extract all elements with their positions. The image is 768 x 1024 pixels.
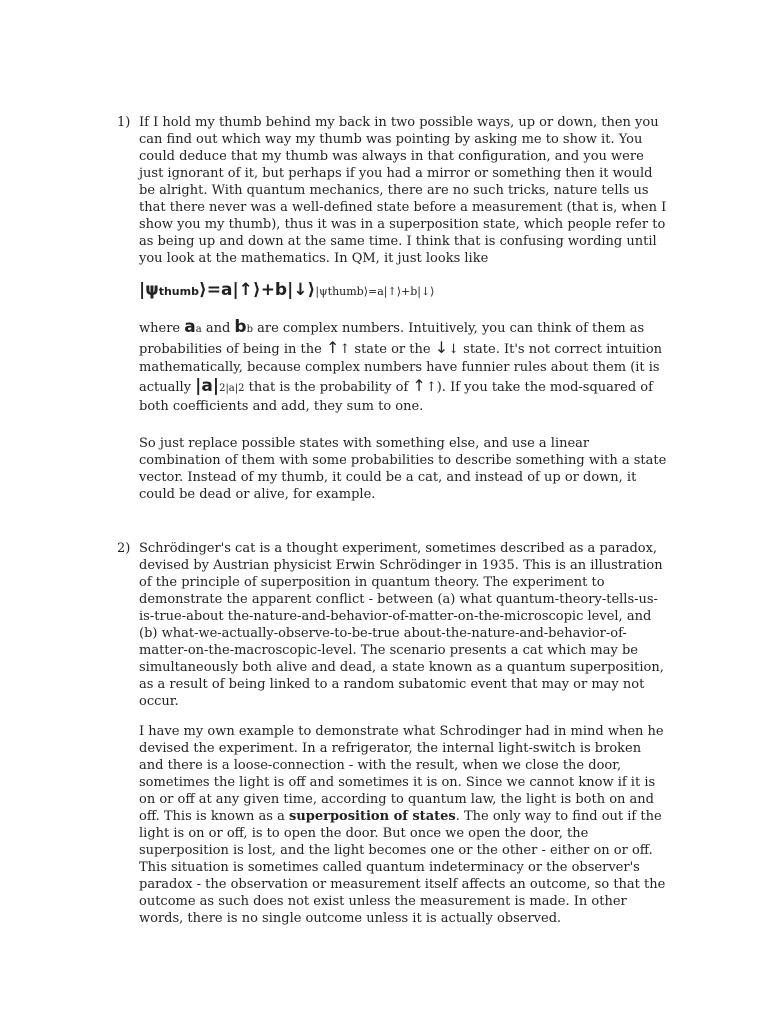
down-arrow-plain: ↓ xyxy=(448,342,460,357)
equation-plain: |ψthumb⟩=a|↑⟩+b|↓⟩ xyxy=(315,285,435,298)
list-number-1: 1) xyxy=(117,115,131,130)
equation-ket-open: |ψ xyxy=(139,280,159,300)
section2-schrodinger-paragraph: Schrödinger's cat is a thought experiment, sometimes described as a paradox, devised by Austrian physicist Erwin Schrödinger in 1935. This is an illustration of the principle of superposition in quantum theory. The experiment to demonstrate the apparent conflict - between (a) what quantum-theory-tells-us-is-true-about the-nature-and-behavior-of-matter-on-the-microscopic level, and (b) what-we-actually-observe-to-be-true about-the-nature-and-behavior-of-matter-on-the-macroscopic-level. The scenario presents a cat which may be simultaneously both alive and dead, a state known as a quantum superposition, as a result of being linked to a random subatomic event that may or may not occur. xyxy=(139,541,664,709)
p2-text-5: state. It's not correct intuition mathematically, because complex numbers have funnier rules about them (it is actually xyxy=(139,342,663,395)
symbol-a-plain: a xyxy=(195,324,202,335)
mod-a-plain: |a|2 xyxy=(225,383,245,394)
p2-text-2: and xyxy=(201,321,235,336)
up-arrow-plain: ↑ xyxy=(339,342,351,357)
symbol-b-plain: b xyxy=(246,324,253,335)
p2-text-4: state or the xyxy=(350,342,435,357)
section1-intro-paragraph: If I hold my thumb behind my back in two possible ways, up or down, then you can find out which way my thumb was pointing by asking me to show it. You could deduce that my thumb was always in that configuration, and you were just ignorant of it, but perhaps if you had a mirror or something then it would be alright. With quantum mechanics, there are no such tricks, nature tells us that there never was a well-defined state before a measurement (that is, when I show you my thumb), thus it was in a superposition state, which people refer to as being up and down at the same time. I think that is confusing wording until you look at the mathematics. In QM, it just looks like xyxy=(139,115,667,266)
down-arrow-icon: ↓ xyxy=(434,338,449,357)
up-arrow-icon-2: ↑ xyxy=(412,376,426,395)
p2-text-3: are complex numbers. Intuitively, you can think of them as probabilities of being in the xyxy=(139,321,645,357)
p2-text-6: that is the probability of xyxy=(244,380,413,395)
symbol-b: b xyxy=(234,317,247,337)
section1-coefficients-paragraph xyxy=(139,318,669,416)
symbol-a: a xyxy=(184,317,196,337)
up-arrow-plain-2: ↑ xyxy=(425,380,437,395)
up-arrow-icon: ↑ xyxy=(325,338,340,357)
list-number-2: 2) xyxy=(117,541,131,556)
refrigerator-text-1: I have my own example to demonstrate what Schrodinger had in mind when he devised the experiment. In a refrigerator, the internal light-switch is broken and there is a loose-connection - with the result, when we close the door, sometimes the light is off and sometimes it is on. Since we cannot know if it is on or off at any given time, according to quantum law, the light is both on and off. This is known as a xyxy=(139,724,664,824)
mod-a-exponent: 2 xyxy=(219,383,226,394)
section1-replace-paragraph: So just replace possible states with something else, and use a linear combination of them with some probabilities to describe something with a state vector. Instead of my thumb, it could be a cat, and instead of up or down, it could be dead or alive, for example. xyxy=(139,436,667,502)
p2-text-1: where xyxy=(139,321,185,336)
mod-a-symbol: |a| xyxy=(195,376,220,396)
refrigerator-text-2: . The only way to find out if the light is on or off, is to open the door. But once we open the door, the superposition is lost, and the light becomes one or the other - either on or off. This situation is sometimes called quantum indeterminacy or the observer's paradox - the observation or measurement itself affects an outcome, so that the outcome as such does not exist unless the measurement is made. In other words, there is no single outcome unless it is actually observed. xyxy=(139,809,666,926)
superposition-of-states-bold: superposition of states xyxy=(288,809,456,824)
p2-text-7: ). If you take the mod-squared of both coefficients and add, they sum to one. xyxy=(139,380,653,414)
section2-refrigerator-paragraph xyxy=(139,723,669,927)
equation-ket-rest: ⟩=a|↑⟩+b|↓⟩ xyxy=(198,280,316,300)
equation-ket-sub: thumb xyxy=(158,285,199,298)
thumb-state-equation xyxy=(139,280,434,302)
